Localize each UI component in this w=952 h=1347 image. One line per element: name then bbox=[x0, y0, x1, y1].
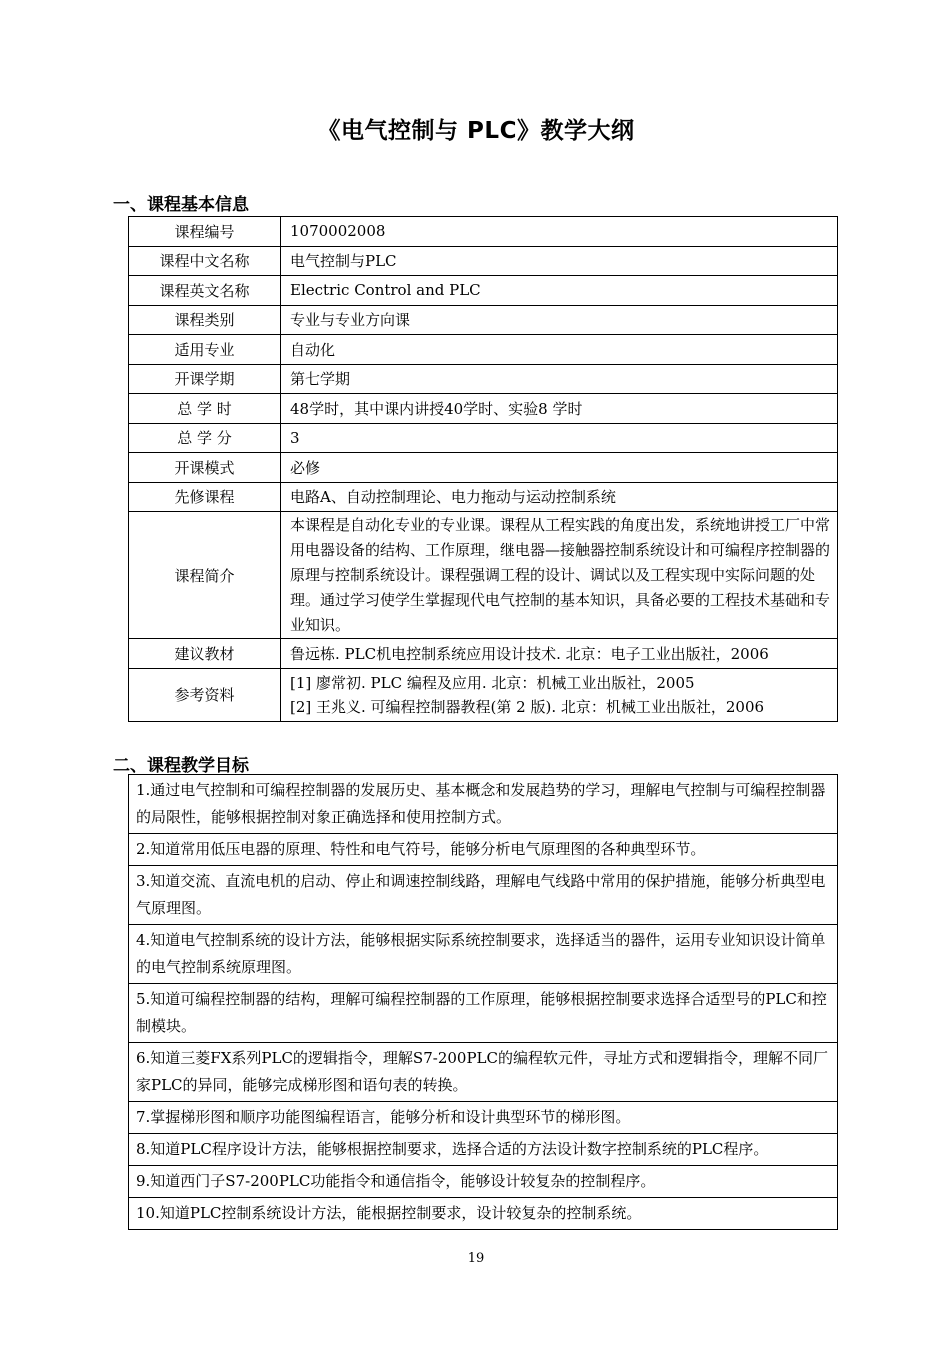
row-value: 3 bbox=[281, 423, 838, 453]
row-label: 课程简介 bbox=[129, 512, 281, 639]
references-cell bbox=[281, 668, 838, 721]
table-row bbox=[129, 775, 838, 834]
goal-item: 10.知道PLC控制系统设计方法，能根据控制要求，设计较复杂的控制系统。 bbox=[129, 1198, 838, 1230]
section-heading-basic-info: 一、课程基本信息 bbox=[113, 195, 249, 215]
table-row bbox=[129, 423, 838, 453]
row-value: 电气控制与PLC bbox=[281, 246, 838, 276]
row-value: 专业与专业方向课 bbox=[281, 305, 838, 335]
table-row bbox=[129, 364, 838, 394]
table-row-references bbox=[129, 668, 838, 721]
goal-item: 1.通过电气控制和可编程控制器的发展历史、基本概念和发展趋势的学习，理解电气控制与可编程控制器的局限性，能够根据控制对象正确选择和使用控制方式。 bbox=[129, 775, 838, 834]
document-title: 《电气控制与 PLC》教学大纲 bbox=[317, 118, 635, 144]
table-row bbox=[129, 335, 838, 365]
row-label: 课程类别 bbox=[129, 305, 281, 335]
reference-item: [1] 廖常初. PLC 编程及应用. 北京：机械工业出版社，2005 bbox=[290, 673, 695, 692]
table-row bbox=[129, 925, 838, 984]
row-value: 第七学期 bbox=[281, 364, 838, 394]
row-value: 48学时，其中课内讲授40学时、实验8 学时 bbox=[281, 394, 838, 424]
table-row bbox=[129, 866, 838, 925]
row-label: 课程英文名称 bbox=[129, 276, 281, 306]
table-row bbox=[129, 984, 838, 1043]
table-row bbox=[129, 276, 838, 306]
table-row bbox=[129, 1198, 838, 1230]
table-row-course-intro bbox=[129, 512, 838, 639]
teaching-goals-table bbox=[128, 774, 838, 1230]
goal-item: 9.知道西门子S7-200PLC功能指令和通信指令，能够设计较复杂的控制程序。 bbox=[129, 1166, 838, 1198]
textbook-text: 鲁远栋. PLC机电控制系统应用设计技术. 北京：电子工业出版社，2006 bbox=[281, 639, 838, 669]
table-row bbox=[129, 217, 838, 247]
goal-item: 2.知道常用低压电器的原理、特性和电气符号，能够分析电气原理图的各种典型环节。 bbox=[129, 834, 838, 866]
course-intro-text: 本课程是自动化专业的专业课。课程从工程实践的角度出发，系统地讲授工厂中常用电器设备的结构、工作原理，继电器—接触器控制系统设计和可编程序控制器的原理与控制系统设计。课程强调工程的设计、调试以及工程实现中实际问题的处理。通过学习使学生掌握现代电气控制的基本知识，具备必要的工程技术基础和专业知识。 bbox=[281, 512, 838, 639]
course-info-table bbox=[128, 216, 838, 722]
table-row bbox=[129, 834, 838, 866]
table-row bbox=[129, 305, 838, 335]
row-label: 开课学期 bbox=[129, 364, 281, 394]
table-row bbox=[129, 1166, 838, 1198]
goal-item: 4.知道电气控制系统的设计方法，能够根据实际系统控制要求，选择适当的器件，运用专业知识设计简单的电气控制系统原理图。 bbox=[129, 925, 838, 984]
row-label: 课程中文名称 bbox=[129, 246, 281, 276]
table-row bbox=[129, 394, 838, 424]
goal-item: 6.知道三菱FX系列PLC的逻辑指令，理解S7-200PLC的编程软元件，寻址方式和逻辑指令，理解不同厂家PLC的异同，能够完成梯形图和语句表的转换。 bbox=[129, 1043, 838, 1102]
row-value: 自动化 bbox=[281, 335, 838, 365]
reference-item: [2] 王兆义. 可编程控制器教程(第 2 版). 北京：机械工业出版社，2006 bbox=[290, 697, 765, 716]
goal-item: 5.知道可编程控制器的结构，理解可编程控制器的工作原理，能够根据控制要求选择合适型号的PLC和控制模块。 bbox=[129, 984, 838, 1043]
row-label: 总 学 分 bbox=[129, 423, 281, 453]
goal-item: 8.知道PLC程序设计方法，能够根据控制要求，选择合适的方法设计数字控制系统的PLC程序。 bbox=[129, 1134, 838, 1166]
row-label: 开课模式 bbox=[129, 453, 281, 483]
table-row-textbook bbox=[129, 639, 838, 669]
row-label: 总 学 时 bbox=[129, 394, 281, 424]
table-row bbox=[129, 453, 838, 483]
row-label: 建议教材 bbox=[129, 639, 281, 669]
section-heading-teaching-goals: 二、课程教学目标 bbox=[113, 756, 249, 776]
table-row bbox=[129, 482, 838, 512]
row-value: 电路A、自动控制理论、电力拖动与运动控制系统 bbox=[281, 482, 838, 512]
row-label: 先修课程 bbox=[129, 482, 281, 512]
row-value: Electric Control and PLC bbox=[281, 276, 838, 306]
row-label: 课程编号 bbox=[129, 217, 281, 247]
row-value: 1070002008 bbox=[281, 217, 838, 247]
table-row bbox=[129, 246, 838, 276]
goal-item: 7.掌握梯形图和顺序功能图编程语言，能够分析和设计典型环节的梯形图。 bbox=[129, 1102, 838, 1134]
table-row bbox=[129, 1102, 838, 1134]
goal-item: 3.知道交流、直流电机的启动、停止和调速控制线路，理解电气线路中常用的保护措施，能够分析典型电气原理图。 bbox=[129, 866, 838, 925]
row-label: 适用专业 bbox=[129, 335, 281, 365]
table-row bbox=[129, 1043, 838, 1102]
row-label: 参考资料 bbox=[129, 668, 281, 721]
page-number: 19 bbox=[467, 1251, 485, 1266]
table-row bbox=[129, 1134, 838, 1166]
row-value: 必修 bbox=[281, 453, 838, 483]
